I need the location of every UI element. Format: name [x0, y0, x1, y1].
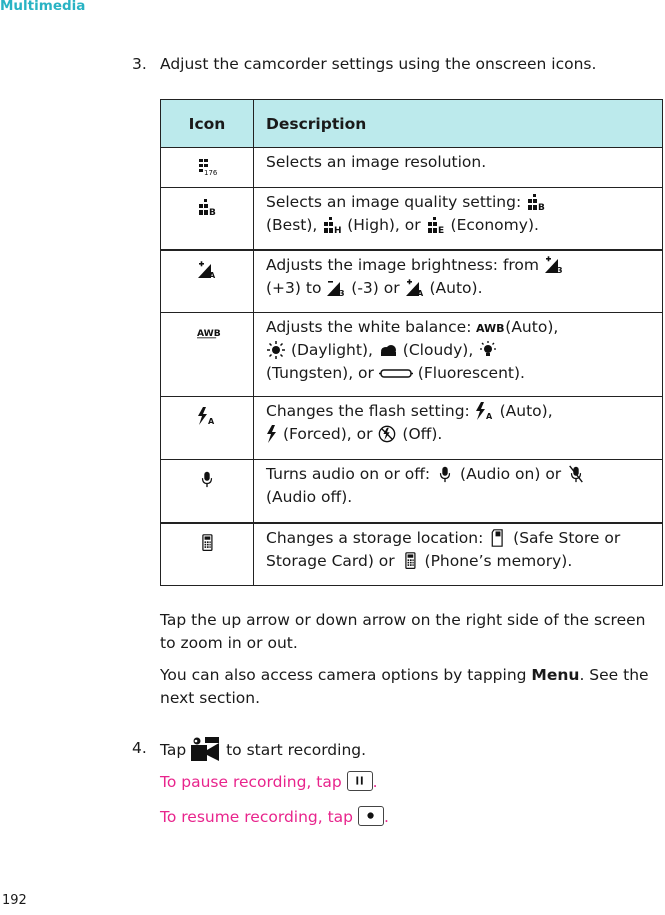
wb-tungsten-icon [478, 341, 498, 359]
table-row [161, 523, 663, 586]
table-header-row [161, 100, 663, 148]
brightness-auto-icon [405, 279, 425, 297]
description-text: (Auto). [429, 278, 483, 297]
svg-text:A: A [208, 417, 215, 426]
quality-best-icon [526, 193, 546, 211]
icon-description-table [160, 99, 663, 586]
wb-cloudy-icon [378, 341, 398, 359]
table-cell-icon [161, 397, 254, 460]
menu-text-before: You can also access camera options by tapping [160, 666, 532, 684]
description-text: (Safe Store or Storage Card) or [266, 528, 621, 570]
table-cell-icon [161, 460, 254, 523]
quality-economy-icon [426, 216, 446, 234]
table-cell-description [254, 250, 663, 313]
quality-high-icon [322, 216, 342, 234]
audio-off-icon [566, 465, 586, 483]
table-cell-description [254, 523, 663, 586]
description-text: (Fluorescent). [417, 364, 525, 382]
svg-text:3: 3 [556, 265, 563, 275]
svg-text:E: E [437, 226, 444, 236]
description-text: (Forced), or [282, 425, 378, 443]
svg-text:B: B [538, 203, 545, 213]
microphone-icon [197, 470, 217, 488]
description-text: Selects an image quality setting: [266, 193, 527, 211]
step-number: 4. [132, 739, 147, 757]
description-text: (Auto), [499, 402, 553, 420]
table-cell-description [254, 188, 663, 250]
column-header-description: Description [254, 100, 663, 148]
flash-off-icon [377, 425, 397, 443]
description-text: Adjusts the image brightness: from [266, 255, 544, 274]
menu-paragraph [160, 664, 662, 710]
description-text: (Audio off). [266, 488, 353, 506]
description-text: Changes a storage location: [266, 528, 489, 547]
record-icon [191, 737, 221, 761]
table-cell-icon [161, 188, 254, 250]
table-row [161, 460, 663, 523]
table-row [161, 397, 663, 460]
table-cell-icon [161, 148, 254, 188]
flash-auto-icon [475, 402, 495, 420]
table-row [161, 188, 663, 250]
storage-icon [197, 534, 217, 552]
resolution-icon [197, 158, 217, 176]
quality-icon [197, 198, 217, 216]
table-row [161, 148, 663, 188]
svg-text:H: H [334, 226, 342, 236]
table-cell-description [254, 313, 663, 397]
table-cell-icon [161, 523, 254, 586]
table-row [161, 250, 663, 313]
description-text: Turns audio on or off: [266, 465, 436, 483]
brightness-icon [197, 261, 217, 279]
white-balance-icon [197, 323, 221, 341]
storage-card-icon [488, 529, 508, 547]
pause-text-after: . [372, 773, 378, 791]
wb-fluorescent-icon [379, 364, 413, 382]
description-text: (Best), [266, 216, 323, 234]
brightness-plus3-icon [544, 256, 564, 274]
svg-text:B: B [209, 208, 216, 218]
description-text: (Daylight), [290, 341, 378, 359]
table-cell-description [254, 397, 663, 460]
description-text: (High), or [347, 216, 426, 234]
svg-text:AWB: AWB [197, 328, 221, 340]
table-cell-icon [161, 250, 254, 313]
pause-paragraph [160, 771, 662, 794]
wb-auto-icon [476, 318, 505, 336]
audio-on-icon [435, 465, 455, 483]
column-header-icon: Icon [161, 100, 254, 148]
brightness-minus3-icon [326, 279, 346, 297]
description-text: (+3) to [266, 278, 327, 297]
flash-forced-icon [266, 425, 278, 443]
menu-keyword: Menu [531, 666, 580, 684]
svg-text:3: 3 [339, 288, 345, 298]
description-text: (Economy). [450, 216, 539, 234]
step-text-before: Tap [160, 741, 192, 759]
description-text: (-3) or [351, 278, 405, 297]
table-cell-description [254, 148, 663, 188]
resume-paragraph [160, 806, 662, 829]
svg-text:A: A [209, 270, 216, 280]
table-row [161, 313, 663, 397]
description-text: Selects an image resolution. [266, 153, 487, 171]
description-text: (Cloudy), [402, 341, 479, 359]
zoom-paragraph: Tap the up arrow or down arrow on the right side of the screen to zoom in or out. [160, 611, 646, 652]
step-text: Adjust the camcorder settings using the onscreen icons. [160, 55, 597, 73]
description-text: (Phone’s memory). [424, 551, 573, 570]
svg-text:A: A [416, 288, 423, 298]
table-cell-description [254, 460, 663, 523]
step-text-after: to start recording. [226, 741, 367, 759]
description-text: (Audio on) or [460, 465, 567, 483]
description-text: Changes the flash setting: [266, 402, 475, 420]
svg-text:A: A [485, 412, 492, 421]
description-text: (Off). [402, 425, 443, 443]
description-text: (Tungsten), or [266, 364, 379, 382]
phone-memory-icon [400, 552, 420, 570]
svg-text:AWB: AWB [476, 322, 505, 335]
table-cell-icon [161, 313, 254, 397]
description-text: Adjusts the white balance: [266, 318, 477, 336]
resume-text-after: . [383, 808, 389, 826]
section-title: Multimedia [0, 0, 86, 14]
pause-button-icon [347, 771, 373, 791]
step-number: 3. [132, 55, 147, 73]
svg-text:176: 176 [204, 169, 218, 177]
flash-icon [197, 407, 217, 425]
resume-text-before: To resume recording, tap [160, 808, 358, 826]
resume-button-icon [358, 806, 384, 826]
menu-text-after: . See the next section. [160, 666, 649, 707]
step-text [160, 737, 366, 762]
description-text: (Auto), [505, 318, 559, 336]
wb-daylight-icon [266, 341, 286, 359]
page-number: 192 [2, 893, 27, 908]
pause-text-before: To pause recording, tap [160, 773, 347, 791]
